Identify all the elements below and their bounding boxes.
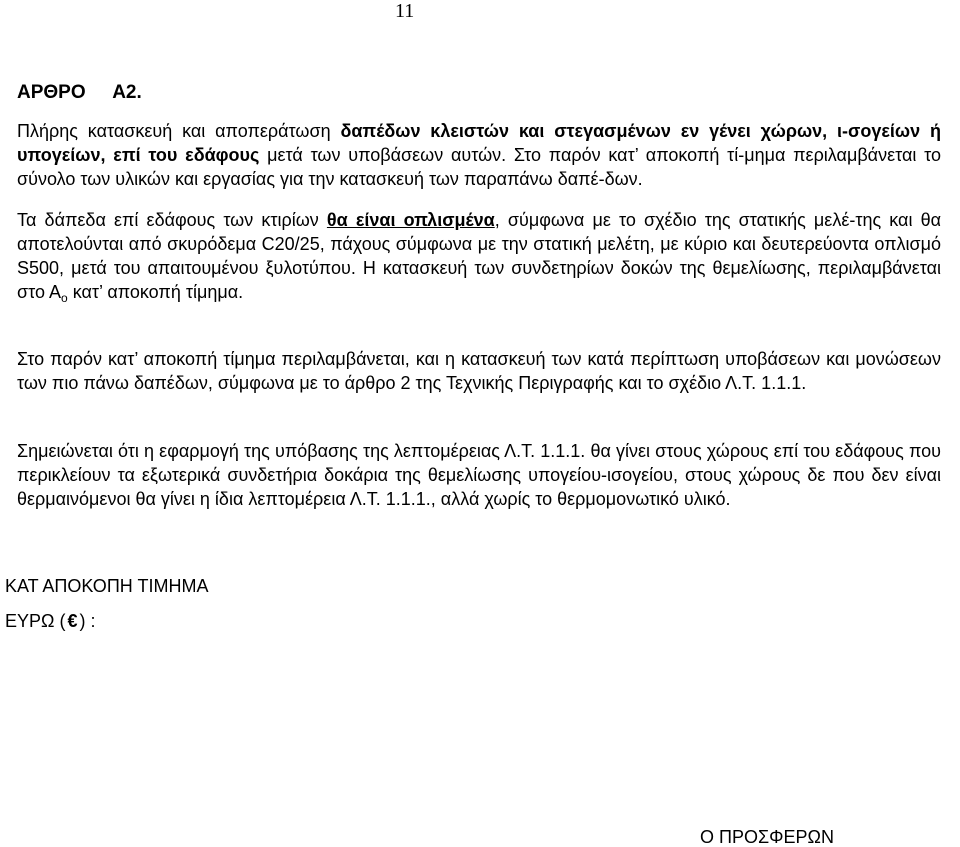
lump-sum-price-label: ΚΑΤ ΑΠΟΚΟΠΗ ΤΙΜΗΜΑ: [5, 576, 209, 596]
article-title: ΑΡΘΡΟ Α2.: [17, 82, 142, 103]
paragraph-scope: [17, 119, 941, 191]
article-subscript: ο: [61, 291, 68, 305]
paragraph-reinforced-text-1: Τα δάπεδα επί εδάφους των κτιρίων: [17, 210, 327, 230]
paragraph-scope-bold: δαπέδων κλειστών και στεγασμένων εν γένει χώρων, ι-σογείων ή υπογείων, επί του εδάφους: [17, 121, 941, 165]
paragraph-reinforced-text-3: κατ’ αποκοπή τίμημα.: [67, 282, 244, 302]
paragraph-reinforced-emphasis: θα είναι οπλισμένα: [326, 210, 495, 230]
currency-prefix: ΕΥΡΩ (: [5, 611, 66, 631]
paragraph-scope-text-2: μετά των υποβάσεων αυτών. Στο παρόν κατ’ αποκοπή τί-μημα περιλαμβάνεται το σύνολο των υλικών και εργασίας για την κατασκευή των παραπάνω δαπέ-δων.: [17, 145, 941, 189]
paragraph-note: Σημειώνεται ότι η εφαρμογή της υπόβασης της λεπτομέρειας Λ.Τ. 1.1.1. θα γίνει στους χώρους επί του εδάφους που περικλείουν τα εξωτερικά συνδετήρια δοκάρια της θεμελίωσης υπογείου-ισογείου, στους χώρους δε που δεν είναι θερμαινόμενοι θα γίνει η ίδια λεπτομέρεια Λ.Τ. 1.1.1., αλλά χωρίς το θερμομονωτικό υλικό.: [17, 441, 941, 509]
paragraph-scope-text-1: Πλήρης κατασκευή και αποπεράτωση: [17, 121, 341, 141]
bidder-signature-label: Ο ΠΡΟΣΦΕΡΩΝ: [700, 827, 834, 847]
paragraph-reinforced-slabs: [17, 208, 941, 310]
euro-icon: €: [67, 611, 78, 631]
page-number: 11: [395, 0, 415, 22]
currency-suffix: ) :: [79, 611, 96, 631]
paragraph-reinforced-text-2: , σύμφωνα με το σχέδιο της στατικής μελέ-της και θα αποτελούνται από σκυρόδεμα C20/25, πάχους σύμφωνα με την στατική μελέτη, με κύριο και δευτερεύοντα οπλισμό S500, μετά του απαιτουμένου ξυλοτύπου. Η κατασκευή των συνδετηρίων δοκών της θεμελίωσης, περιλαμβάνεται στο Α: [17, 210, 941, 302]
paragraph-substrate: Στο παρόν κατ’ αποκοπή τίμημα περιλαμβάνεται, και η κατασκευή των κατά περίπτωση υποβάσεων και μονώσεων των πιο πάνω δαπέδων, σύμφωνα με το άρθρο 2 της Τεχνικής Περιγραφής και το σχέδιο Λ.Τ. 1.1.1.: [17, 349, 941, 393]
currency-line: [5, 611, 95, 632]
